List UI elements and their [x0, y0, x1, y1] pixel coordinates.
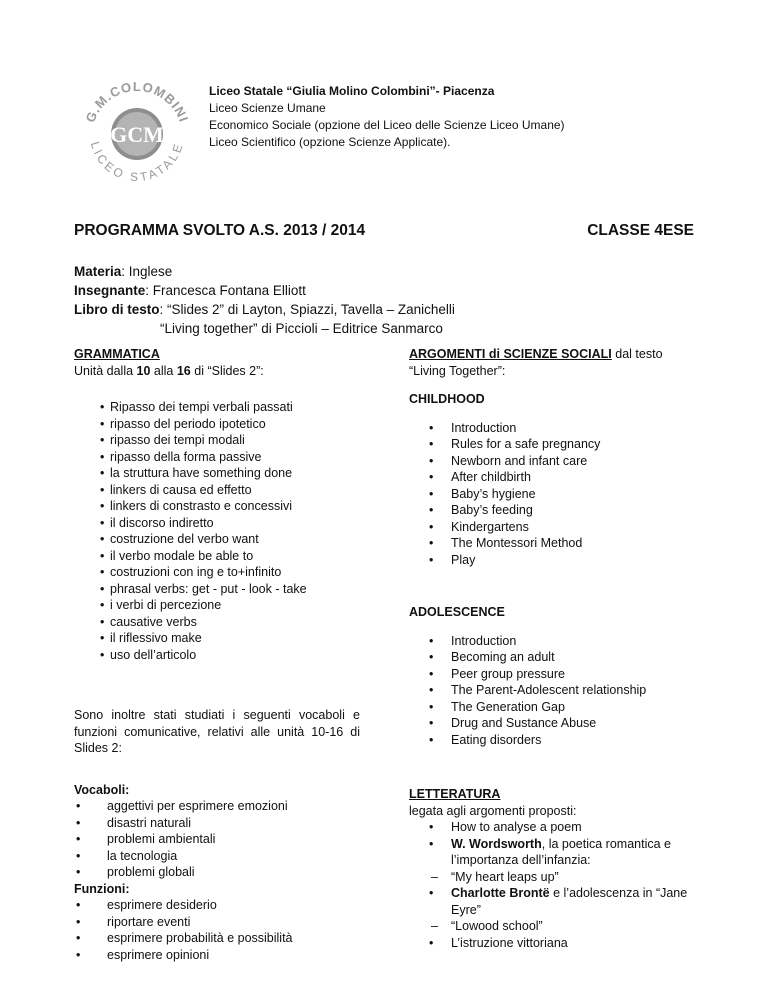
childhood-list: [425, 420, 699, 569]
materia-label: Materia: [74, 264, 122, 279]
right-column: [409, 346, 699, 951]
units-line: Unità dalla 10 alla 16 di “Slides 2”:: [74, 363, 264, 378]
funzioni-label: Funzioni:: [74, 881, 130, 896]
list-item: • problemi ambientali: [74, 831, 360, 848]
insegnante-value: : Francesca Fontana Elliott: [145, 283, 306, 298]
list-item: • Newborn and infant care: [425, 453, 699, 470]
list-item: • How to analyse a poem: [425, 819, 699, 836]
insegnante-label: Insegnante: [74, 283, 146, 298]
intro-paragraph: Sono inoltre stati studiati i seguenti vocaboli e funzioni comunicative, relativi alle unità 10-16 di Slides 2:: [74, 708, 360, 755]
list-item: • linkers di causa ed effetto: [100, 482, 360, 499]
list-item: • The Parent-Adolescent relationship: [425, 682, 699, 699]
class-label: CLASSE 4ESE: [587, 222, 694, 239]
header-line: Liceo Scienze Umane: [209, 101, 326, 115]
argomenti-heading: ARGOMENTI di SCIENZE SOCIALI dal testo “Living Together”:: [409, 347, 663, 378]
list-item: • ripasso del periodo ipotetico: [100, 416, 360, 433]
list-item: • il discorso indiretto: [100, 515, 360, 532]
list-item: • The Generation Gap: [425, 699, 699, 716]
list-item: • After childbirth: [425, 469, 699, 486]
grammatica-heading: GRAMMATICA: [74, 347, 160, 361]
list-item: • Charlotte Brontë e l’adolescenza in “Jane Eyre” – “Lowood school”: [425, 885, 699, 935]
school-header: [209, 83, 565, 151]
libro-value-2: “Living together” di Piccioli – Editrice Sanmarco: [160, 321, 443, 336]
list-item: • il riflessivo make: [100, 630, 360, 647]
list-item: • Rules for a safe pregnancy: [425, 436, 699, 453]
list-item: • esprimere desiderio: [74, 897, 360, 914]
list-item: • aggettivi per esprimere emozioni: [74, 798, 360, 815]
list-item: • costruzioni con ing e to+infinito: [100, 564, 360, 581]
list-item: • Baby’s hygiene: [425, 486, 699, 503]
svg-text:GCM: GCM: [110, 122, 164, 147]
libro-label: Libro di testo: [74, 302, 160, 317]
course-info: [74, 262, 455, 338]
list-item: • uso dell’articolo: [100, 647, 360, 664]
list-item: • disastri naturali: [74, 815, 360, 832]
school-name: Liceo Statale “Giulia Molino Colombini”- Piacenza: [209, 84, 495, 98]
list-item: • Eating disorders: [425, 732, 699, 749]
sub-item: – “My heart leaps up”: [425, 869, 699, 886]
materia-value: : Inglese: [121, 264, 173, 279]
list-item: • esprimere probabilità e possibilità: [74, 930, 360, 947]
list-item: • Ripasso dei tempi verbali passati: [100, 399, 360, 416]
list-item: • Peer group pressure: [425, 666, 699, 683]
vocaboli-list: [74, 798, 360, 881]
letteratura-intro: legata agli argomenti proposti:: [409, 803, 577, 818]
childhood-heading: CHILDHOOD: [409, 392, 485, 406]
list-item: • problemi globali: [74, 864, 360, 881]
list-item: • Play: [425, 552, 699, 569]
vocaboli-label: Vocaboli:: [74, 782, 130, 797]
left-column: [74, 346, 360, 963]
list-item: • ripasso della forma passive: [100, 449, 360, 466]
list-item: • riportare eventi: [74, 914, 360, 931]
list-item: • la tecnologia: [74, 848, 360, 865]
svg-text:LICEO STATALE: LICEO STATALE: [87, 139, 187, 185]
svg-text:G.M.COLOMBINI: G.M.COLOMBINI: [82, 78, 192, 125]
list-item: • costruzione del verbo want: [100, 531, 360, 548]
letteratura-heading: LETTERATURA: [409, 787, 501, 801]
list-item: • The Montessori Method: [425, 535, 699, 552]
letteratura-list: [425, 819, 699, 951]
adolescence-list: [425, 633, 699, 749]
list-item: • phrasal verbs: get - put - look - take: [100, 581, 360, 598]
list-item: • L’istruzione vittoriana: [425, 935, 699, 952]
list-item: • Becoming an adult: [425, 649, 699, 666]
adolescence-heading: ADOLESCENCE: [409, 605, 505, 619]
list-item: • Introduction: [425, 633, 699, 650]
header-line: Liceo Scientifico (opzione Scienze Applicate).: [209, 135, 451, 149]
header-line: Economico Sociale (opzione del Liceo delle Scienze Liceo Umane): [209, 118, 565, 132]
list-item: • la struttura have something done: [100, 465, 360, 482]
list-item: • Kindergartens: [425, 519, 699, 536]
list-item: • W. Wordsworth, la poetica romantica e l’importanza dell’infanzia: – “My heart leaps up”: [425, 836, 699, 886]
school-logo: [78, 74, 196, 192]
libro-value: : “Slides 2” di Layton, Spiazzi, Tavella – Zanichelli: [159, 302, 455, 317]
list-item: • causative verbs: [100, 614, 360, 631]
list-item: • Introduction: [425, 420, 699, 437]
list-item: • ripasso dei tempi modali: [100, 432, 360, 449]
list-item: • linkers di constrasto e concessivi: [100, 498, 360, 515]
list-item: • il verbo modale be able to: [100, 548, 360, 565]
grammar-list: [100, 399, 360, 663]
page-title: PROGRAMMA SVOLTO A.S. 2013 / 2014: [74, 222, 366, 239]
funzioni-list: [74, 897, 360, 963]
list-item: • esprimere opinioni: [74, 947, 360, 964]
sub-item: – “Lowood school”: [425, 918, 699, 935]
list-item: • Drug and Sustance Abuse: [425, 715, 699, 732]
list-item: • i verbi di percezione: [100, 597, 360, 614]
list-item: • Baby’s feeding: [425, 502, 699, 519]
